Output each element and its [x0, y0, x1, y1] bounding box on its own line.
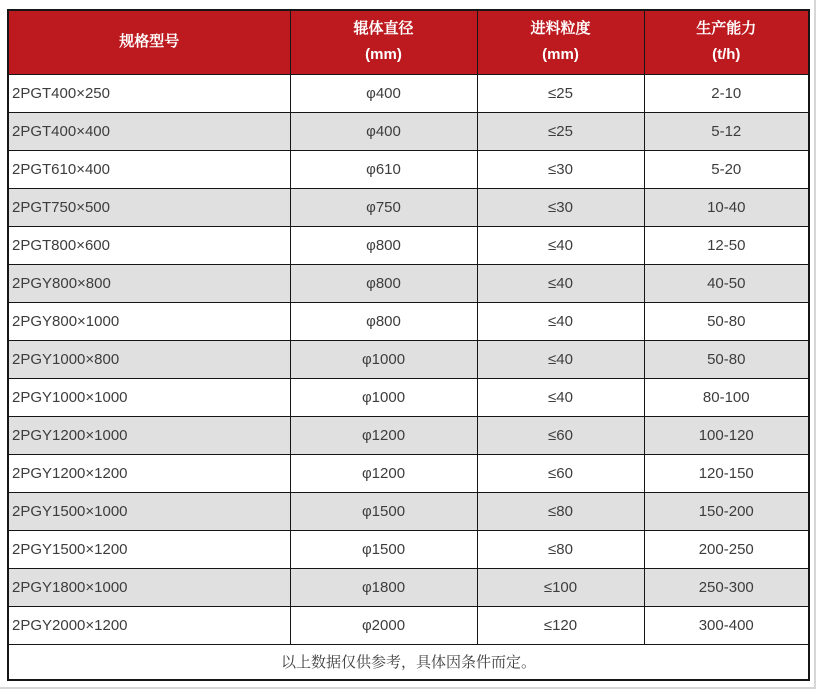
table-row	[8, 378, 809, 416]
feed-size-cell: ≤40	[477, 264, 644, 302]
column-header-roller-diameter	[290, 10, 477, 74]
model-cell: 2PGY800×1000	[8, 302, 290, 340]
roller-diameter-cell: φ610	[290, 150, 477, 188]
roller-diameter-cell: φ400	[290, 74, 477, 112]
table-row	[8, 112, 809, 150]
roller-diameter-cell: φ1200	[290, 454, 477, 492]
feed-size-cell: ≤40	[477, 226, 644, 264]
roller-diameter-cell: φ1000	[290, 378, 477, 416]
column-header-capacity	[644, 10, 809, 74]
roller-diameter-cell: φ800	[290, 302, 477, 340]
feed-size-cell: ≤60	[477, 416, 644, 454]
roller-diameter-cell: φ800	[290, 264, 477, 302]
model-cell: 2PGY1000×800	[8, 340, 290, 378]
capacity-cell: 5-12	[644, 112, 809, 150]
feed-size-cell: ≤25	[477, 112, 644, 150]
capacity-cell: 2-10	[644, 74, 809, 112]
table-row	[8, 302, 809, 340]
feed-size-cell: ≤60	[477, 454, 644, 492]
model-cell: 2PGT610×400	[8, 150, 290, 188]
table-row	[8, 74, 809, 112]
capacity-cell: 50-80	[644, 302, 809, 340]
roller-diameter-cell: φ2000	[290, 606, 477, 644]
feed-size-cell: ≤120	[477, 606, 644, 644]
feed-size-cell: ≤30	[477, 150, 644, 188]
footer-note: 以上数据仅供参考，具体因条件而定。	[8, 644, 809, 680]
model-cell: 2PGY1800×1000	[8, 568, 290, 606]
model-cell: 2PGT750×500	[8, 188, 290, 226]
column-header-feed-size-unit: (mm)	[542, 46, 579, 64]
table-row	[8, 568, 809, 606]
column-header-model-label: 规格型号	[119, 33, 180, 51]
capacity-cell: 12-50	[644, 226, 809, 264]
table-row	[8, 188, 809, 226]
model-cell: 2PGY2000×1200	[8, 606, 290, 644]
capacity-cell: 100-120	[644, 416, 809, 454]
capacity-cell: 40-50	[644, 264, 809, 302]
feed-size-cell: ≤30	[477, 188, 644, 226]
capacity-cell: 80-100	[644, 378, 809, 416]
table-row	[8, 340, 809, 378]
capacity-cell: 200-250	[644, 530, 809, 568]
roller-diameter-cell: φ400	[290, 112, 477, 150]
table-row	[8, 150, 809, 188]
column-header-roller-diameter-label: 辊体直径	[353, 20, 414, 38]
roller-diameter-cell: φ1000	[290, 340, 477, 378]
spec-table-header	[8, 10, 809, 74]
roller-diameter-cell: φ1200	[290, 416, 477, 454]
model-cell: 2PGY1200×1000	[8, 416, 290, 454]
model-cell: 2PGY800×800	[8, 264, 290, 302]
feed-size-cell: ≤25	[477, 74, 644, 112]
column-header-feed-size-label: 进料粒度	[530, 20, 591, 38]
footer-row	[8, 644, 809, 680]
model-cell: 2PGT400×250	[8, 74, 290, 112]
column-header-roller-diameter-unit: (mm)	[365, 46, 402, 64]
feed-size-cell: ≤80	[477, 530, 644, 568]
feed-size-cell: ≤40	[477, 340, 644, 378]
column-header-capacity-unit: (t/h)	[712, 46, 741, 64]
column-header-model	[8, 10, 290, 74]
table-row	[8, 454, 809, 492]
feed-size-cell: ≤100	[477, 568, 644, 606]
table-row	[8, 264, 809, 302]
model-cell: 2PGY1500×1200	[8, 530, 290, 568]
capacity-cell: 150-200	[644, 492, 809, 530]
roller-diameter-cell: φ1500	[290, 530, 477, 568]
model-cell: 2PGY1200×1200	[8, 454, 290, 492]
spec-table-footer	[8, 644, 809, 680]
table-row	[8, 226, 809, 264]
column-header-capacity-label: 生产能力	[696, 20, 757, 38]
capacity-cell: 50-80	[644, 340, 809, 378]
feed-size-cell: ≤40	[477, 302, 644, 340]
model-cell: 2PGY1500×1000	[8, 492, 290, 530]
table-row	[8, 492, 809, 530]
spec-table	[7, 9, 810, 681]
roller-diameter-cell: φ800	[290, 226, 477, 264]
capacity-cell: 300-400	[644, 606, 809, 644]
roller-diameter-cell: φ750	[290, 188, 477, 226]
model-cell: 2PGT400×400	[8, 112, 290, 150]
feed-size-cell: ≤40	[477, 378, 644, 416]
table-row	[8, 416, 809, 454]
capacity-cell: 120-150	[644, 454, 809, 492]
table-row	[8, 606, 809, 644]
table-row	[8, 530, 809, 568]
spec-table-body	[8, 74, 809, 644]
model-cell: 2PGT800×600	[8, 226, 290, 264]
header-row	[8, 10, 809, 74]
feed-size-cell: ≤80	[477, 492, 644, 530]
roller-diameter-cell: φ1800	[290, 568, 477, 606]
capacity-cell: 250-300	[644, 568, 809, 606]
capacity-cell: 5-20	[644, 150, 809, 188]
column-header-feed-size	[477, 10, 644, 74]
capacity-cell: 10-40	[644, 188, 809, 226]
roller-diameter-cell: φ1500	[290, 492, 477, 530]
model-cell: 2PGY1000×1000	[8, 378, 290, 416]
